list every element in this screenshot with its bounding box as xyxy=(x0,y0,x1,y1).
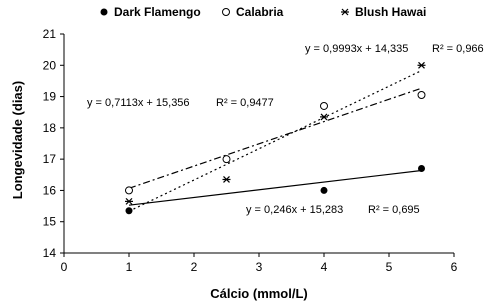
y-tick-label: 20 xyxy=(42,58,56,73)
equation-labels xyxy=(87,43,484,216)
legend-marker xyxy=(101,9,108,16)
legend-item xyxy=(341,5,426,19)
legend-item xyxy=(223,5,284,19)
trendline-r-squared: R² = 0,966 xyxy=(432,43,484,55)
trendline-3 xyxy=(129,71,422,212)
y-tick-label: 14 xyxy=(42,246,56,260)
x-axis-title: Cálcio (mmol/L) xyxy=(210,286,308,301)
trendline-1 xyxy=(129,171,422,206)
data-point-series3 xyxy=(320,114,328,120)
trendline-equation: y = 0,7113x + 15,356 xyxy=(87,97,190,109)
data-point-series2 xyxy=(223,156,230,163)
legend-marker xyxy=(341,9,349,15)
trendline-r-squared: R² = 0,9477 xyxy=(216,97,274,109)
y-tick-label: 16 xyxy=(42,183,56,198)
data-point-series1 xyxy=(418,165,425,172)
legend-item xyxy=(101,5,201,19)
y-axis-title: Longevidade (dias) xyxy=(10,80,25,200)
x-tick-label: 1 xyxy=(125,260,133,274)
data-point-series2 xyxy=(418,92,425,99)
y-tick-label: 15 xyxy=(42,214,56,229)
data-point-series2 xyxy=(126,187,133,194)
data-point-series1 xyxy=(321,187,328,194)
y-tick-label: 18 xyxy=(42,120,56,135)
axes xyxy=(43,27,458,274)
x-tick-label: 0 xyxy=(60,260,68,274)
trendline-equation: y = 0,9993x + 14,335 xyxy=(305,43,409,55)
y-tick-label: 19 xyxy=(42,89,56,104)
y-tick-label: 21 xyxy=(42,27,56,41)
legend-marker xyxy=(223,9,230,16)
data-point-series1 xyxy=(126,207,133,214)
x-tick-label: 2 xyxy=(190,260,198,274)
y-tick-label: 17 xyxy=(42,152,56,167)
data-point-series3 xyxy=(418,62,426,68)
data-point-series3 xyxy=(125,198,133,204)
legend xyxy=(101,5,427,19)
x-tick-label: 5 xyxy=(385,260,393,274)
x-tick-label: 3 xyxy=(255,260,263,274)
x-tick-label: 6 xyxy=(450,260,458,274)
legend-label: Dark Flamengo xyxy=(114,5,201,19)
x-tick-label: 4 xyxy=(320,260,328,274)
data-point-series3 xyxy=(223,176,231,182)
legend-label: Blush Hawai xyxy=(355,5,427,19)
trendlines xyxy=(129,71,422,212)
trendline-r-squared: R² = 0,695 xyxy=(368,204,420,216)
data-point-series2 xyxy=(321,102,328,109)
legend-label: Calabria xyxy=(236,5,284,19)
trendline-equation: y = 0,246x + 15,283 xyxy=(246,204,344,216)
